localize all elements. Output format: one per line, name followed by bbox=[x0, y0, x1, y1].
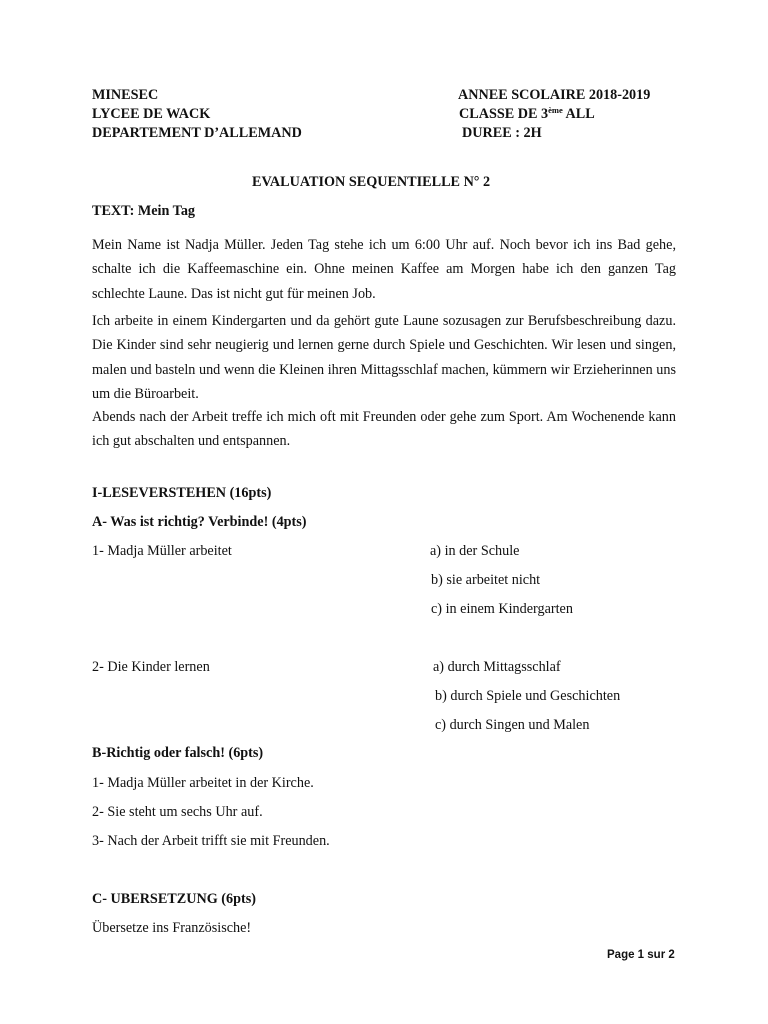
part-a-item-1-prompt: 1- Madja Müller arbeitet bbox=[92, 543, 232, 559]
header-department: DEPARTEMENT D’ALLEMAND bbox=[92, 125, 302, 141]
header-class-suffix: ALL bbox=[562, 106, 595, 122]
header-class-sup: ème bbox=[548, 105, 563, 115]
exam-title: EVALUATION SEQUENTIELLE N° 2 bbox=[252, 174, 491, 190]
header-duration: DUREE : 2H bbox=[462, 125, 542, 141]
header-school: LYCEE DE WACK bbox=[92, 106, 211, 122]
paragraph-2-text: Ich arbeite in einem Kindergarten und da gehört gute Laune sozusagen zur Berufsbeschreibung dazu. Die Kinder sind sehr neugierig und lernen gerne durch Spiele und Geschichten. Wir lesen und singen, malen und basteln und wenn die Kleinen ihren Mittagsschlaf machen, kümmern wir Erzieherinnen uns um die Büroarbeit. bbox=[92, 313, 676, 402]
part-a-title: A- Was ist richtig? Verbinde! (4pts) bbox=[92, 514, 307, 530]
paragraph-1 bbox=[92, 233, 676, 306]
part-b-item-1: 1- Madja Müller arbeitet in der Kirche. bbox=[92, 775, 314, 791]
part-a-item-2-option-c: c) durch Singen und Malen bbox=[435, 717, 590, 733]
header-ministry: MINESEC bbox=[92, 87, 159, 103]
part-b-title: B-Richtig oder falsch! (6pts) bbox=[92, 745, 264, 761]
header-class-prefix: CLASSE DE 3 bbox=[459, 106, 549, 122]
part-a-item-1-option-a: a) in der Schule bbox=[430, 543, 520, 559]
part-a-item-1-option-c: c) in einem Kindergarten bbox=[431, 601, 573, 617]
paragraph-1-text: Mein Name ist Nadja Müller. Jeden Tag stehe ich um 6:00 Uhr auf. Noch bevor ich ins Bad gehe, schalte ich die Kaffeemaschine ein. Ohne meinen Kaffee am Morgen habe ich den ganzen Tag schlechte Laune. Das ist nicht gut für meinen Job. bbox=[92, 237, 676, 302]
part-a-item-2-prompt: 2- Die Kinder lernen bbox=[92, 659, 210, 675]
text-title: TEXT: Mein Tag bbox=[92, 203, 196, 219]
page-number: Page 1 sur 2 bbox=[607, 949, 675, 961]
part-a-item-2-option-b: b) durch Spiele und Geschichten bbox=[435, 688, 621, 704]
part-c-instruction: Übersetze ins Französische! bbox=[92, 920, 252, 936]
paragraph-3 bbox=[92, 405, 676, 454]
part-a-item-2-option-a: a) durch Mittagsschlaf bbox=[433, 659, 561, 675]
paragraph-3-text: Abends nach der Arbeit treffe ich mich oft mit Freunden oder gehe zum Sport. Am Wochenende kann ich gut abschalten und entspannen. bbox=[92, 409, 676, 450]
part-a-item-1-option-b: b) sie arbeitet nicht bbox=[431, 572, 541, 588]
part-c-title: C- UBERSETZUNG (6pts) bbox=[92, 891, 256, 907]
part-b-item-3: 3- Nach der Arbeit trifft sie mit Freunden. bbox=[92, 833, 330, 849]
part-b-item-2: 2- Sie steht um sechs Uhr auf. bbox=[92, 804, 263, 820]
header-class bbox=[459, 106, 595, 123]
paragraph-2 bbox=[92, 309, 676, 406]
section-leseverstehen-title: I-LESEVERSTEHEN (16pts) bbox=[92, 485, 272, 501]
header-school-year: ANNEE SCOLAIRE 2018-2019 bbox=[458, 87, 651, 103]
